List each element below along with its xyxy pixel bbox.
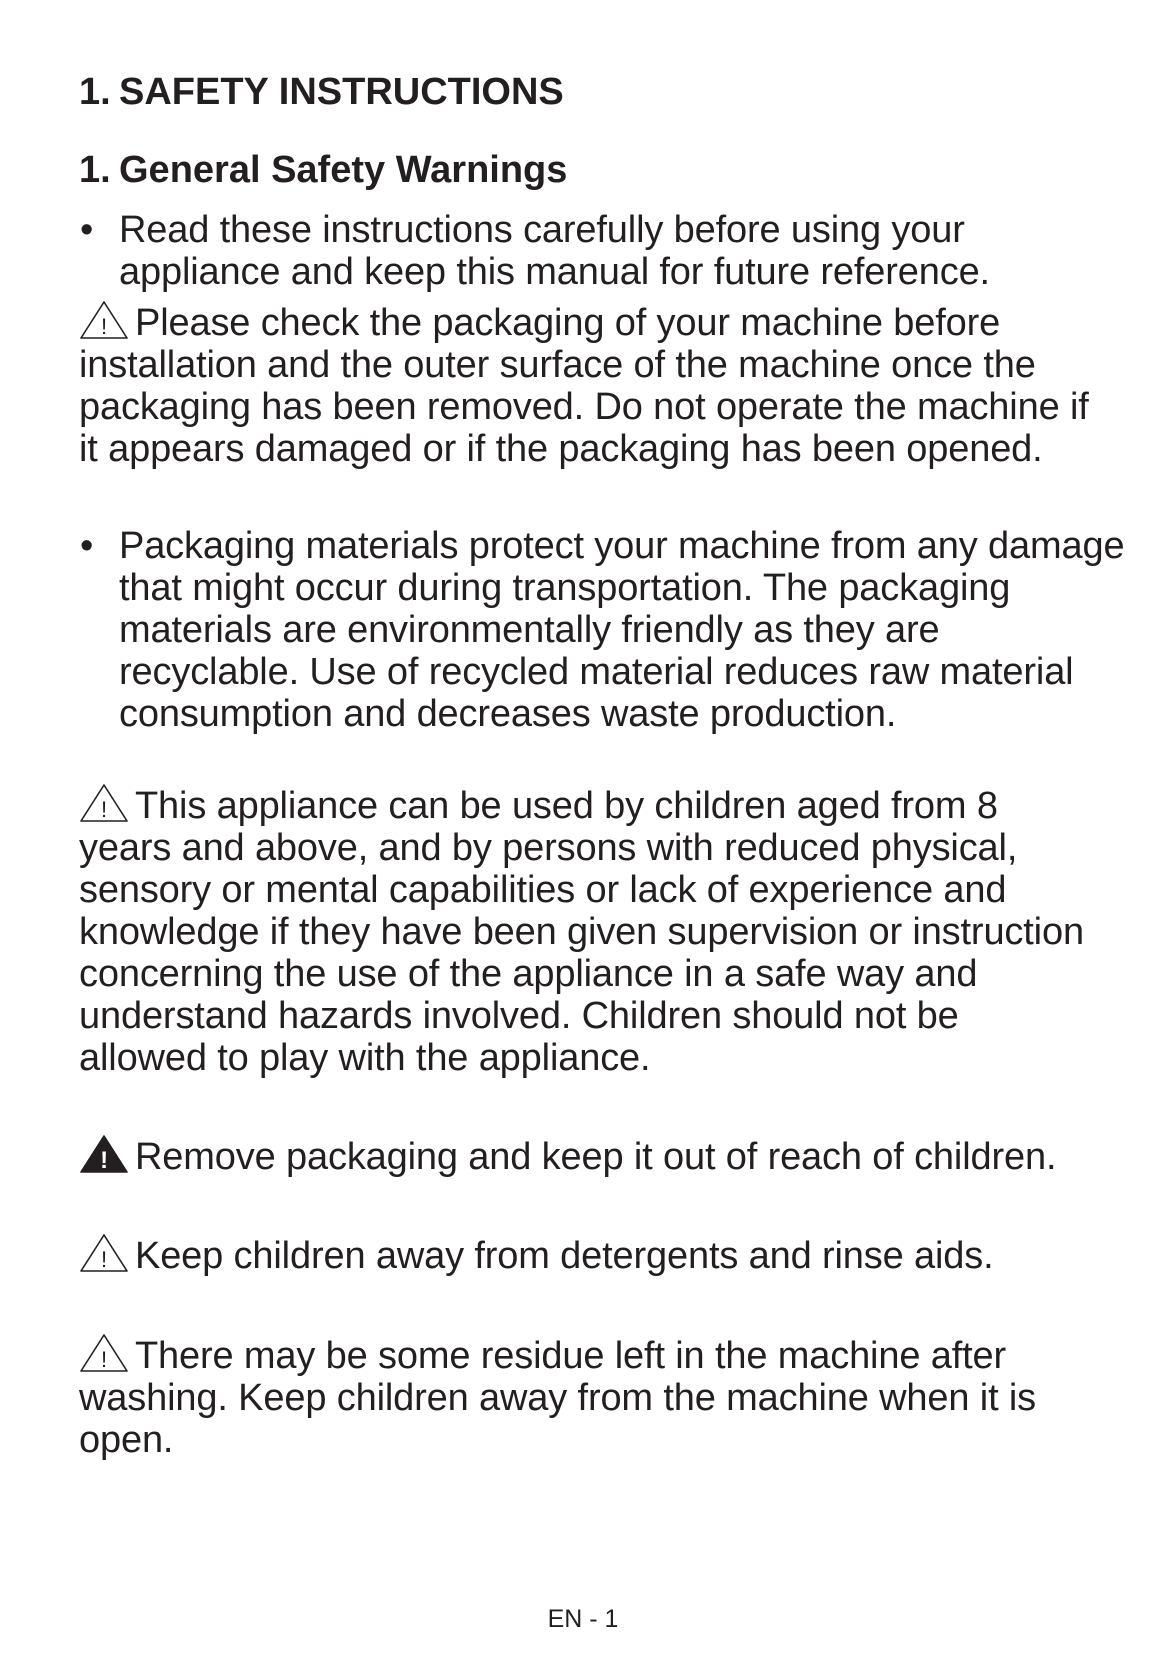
- warning-item-children-aged: [79, 783, 1089, 1079]
- warning-item-residue: [79, 1333, 1089, 1461]
- bullet-text: Read these instructions carefully before using your appliance and keep this manual for future reference.: [119, 209, 990, 293]
- warning-item-check-packaging: [79, 300, 1089, 470]
- svg-text:!: !: [100, 1147, 108, 1174]
- page-number: EN - 1: [547, 1605, 619, 1633]
- svg-text:!: !: [101, 1247, 107, 1272]
- warning-text: Please check the packaging of your machine before installation and the outer surface of the machine once the packaging has been removed. Do not operate the machine if it appears damaged or if the packaging has been opened.: [79, 302, 1089, 470]
- svg-text:!: !: [101, 797, 107, 822]
- subsection-number: 1.: [79, 149, 111, 191]
- warning-text: Keep children away from detergents and rinse aids.: [135, 1235, 994, 1277]
- warning-triangle-outline-icon: [79, 783, 129, 823]
- warning-item-detergents: [79, 1233, 1089, 1277]
- section-number: 1.: [79, 71, 111, 113]
- warning-triangle-filled-icon: [79, 1134, 129, 1174]
- section-heading: [79, 70, 564, 114]
- subsection-title: General Safety Warnings: [119, 149, 568, 191]
- warning-triangle-outline-icon: [79, 1233, 129, 1273]
- section-title: SAFETY INSTRUCTIONS: [119, 71, 564, 113]
- bullet-item-read-instructions: [79, 209, 1129, 293]
- bullet-item-packaging-materials: [79, 525, 1129, 735]
- subsection-heading: [79, 148, 567, 192]
- warning-triangle-outline-icon: [79, 300, 129, 340]
- warning-triangle-outline-icon: [79, 1333, 129, 1373]
- bullet-text: Packaging materials protect your machine from any damage that might occur during transportation. The packaging materials are environmentally friendly as they are recyclable. Use of recycled material reduces raw material consumption and decreases waste production.: [119, 525, 1125, 735]
- warning-text: There may be some residue left in the machine after washing. Keep children away from the machine when it is open.: [79, 1335, 1037, 1461]
- bullet-marker: •: [80, 525, 94, 567]
- svg-text:!: !: [101, 314, 107, 339]
- svg-text:!: !: [101, 1347, 107, 1372]
- warning-text: Remove packaging and keep it out of reach of children.: [135, 1136, 1057, 1178]
- warning-text: This appliance can be used by children aged from 8 years and above, and by persons with reduced physical, sensory or mental capabilities or lack of experience and knowledge if they have been given supervision or instruction concerning the use of the appliance in a safe way and understand hazards involved. Children should not be allowed to play with the appliance.: [79, 785, 1084, 1079]
- warning-item-remove-packaging: [79, 1134, 1089, 1178]
- bullet-marker: •: [80, 209, 94, 251]
